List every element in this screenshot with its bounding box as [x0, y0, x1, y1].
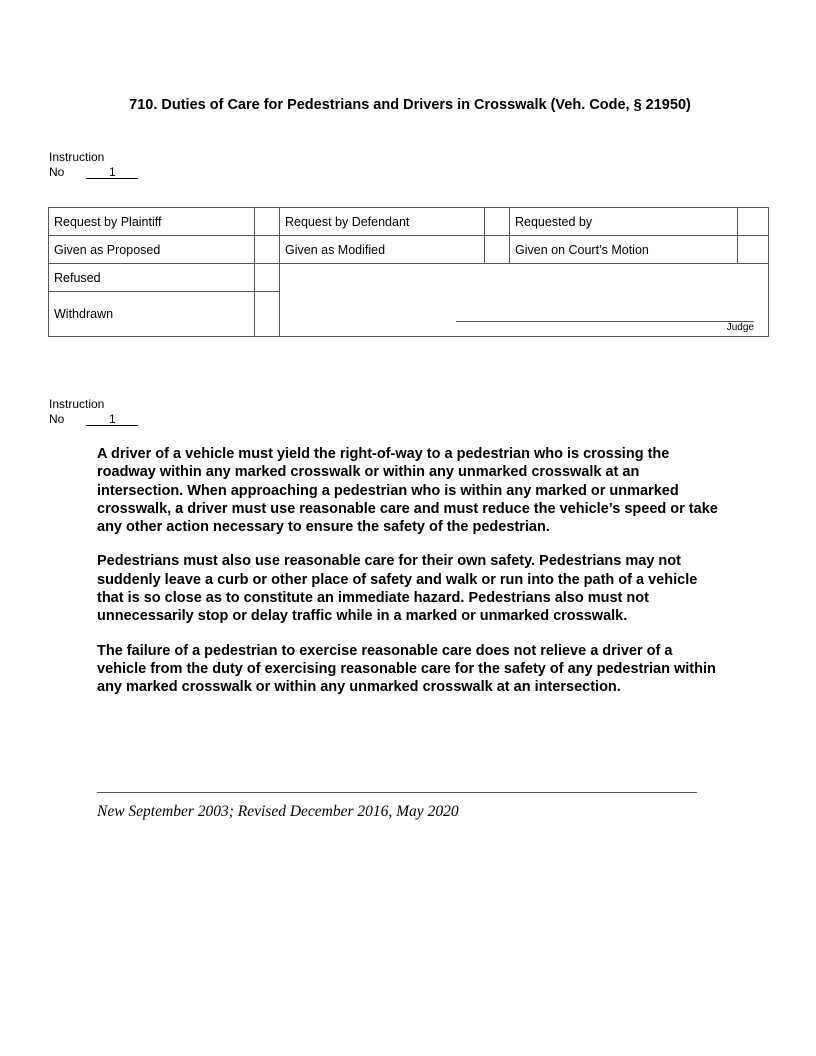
body-paragraph: The failure of a pedestrian to exercise reasonable care does not relieve a driver of a vehicle from the duty of exercising reasonable care for the safety of any pedestrian within any marked crosswalk or within any unmarked crosswalk at an intersection. [97, 642, 716, 696]
given-as-modified-label: Given as Modified [280, 236, 485, 264]
judge-signature-line[interactable] [456, 321, 754, 322]
instruction-number-block-top [49, 150, 138, 179]
withdrawn-checkbox[interactable] [255, 292, 280, 337]
requested-by-checkbox[interactable] [738, 208, 769, 236]
given-on-courts-motion-label: Given on Court’s Motion [510, 236, 738, 264]
given-as-modified-checkbox[interactable] [485, 236, 510, 264]
judge-label: Judge [726, 322, 754, 333]
refused-checkbox[interactable] [255, 264, 280, 292]
withdrawn-label: Withdrawn [49, 292, 255, 337]
request-by-defendant-label: Request by Defendant [280, 208, 485, 236]
instruction-number: 1 [86, 166, 138, 179]
instruction-label: Instruction [49, 397, 105, 411]
instruction-number: 1 [86, 413, 138, 426]
no-label: No [49, 411, 65, 426]
requested-by-label: Requested by [510, 208, 738, 236]
instruction-label: Instruction [49, 150, 105, 164]
body-paragraph: A driver of a vehicle must yield the right-of-way to a pedestrian who is crossing the roadway within any marked crosswalk or within any unmarked crosswalk at an intersection. When approaching a pedestrian who is within any marked or unmarked crosswalk, a driver must use reasonable care and must reduce the vehicle’s speed or take any other action necessary to ensure the safety of the pedestrian. [97, 446, 718, 536]
divider [97, 792, 697, 793]
no-label: No [49, 164, 65, 179]
judge-signature-area [280, 264, 769, 337]
request-by-plaintiff-checkbox[interactable] [255, 208, 280, 236]
given-as-proposed-label: Given as Proposed [49, 236, 255, 264]
request-by-defendant-checkbox[interactable] [485, 208, 510, 236]
instruction-number-block-bottom [49, 397, 138, 426]
instruction-body [97, 445, 725, 713]
revision-history: New September 2003; Revised December 2016, May 2020 [97, 803, 459, 820]
body-paragraph: Pedestrians must also use reasonable care for their own safety. Pedestrians may not suddenly leave a curb or other place of safety and walk or run into the path of a vehicle that is so close as to constitute an immediate hazard. Pedestrians also must not unnecessarily stop or delay traffic while in a marked or unmarked crosswalk. [97, 553, 698, 625]
given-on-courts-motion-checkbox[interactable] [738, 236, 769, 264]
request-status-table [48, 207, 769, 337]
given-as-proposed-checkbox[interactable] [255, 236, 280, 264]
page-title: 710. Duties of Care for Pedestrians and Drivers in Crosswalk (Veh. Code, § 21950) [129, 97, 691, 113]
request-by-plaintiff-label: Request by Plaintiff [49, 208, 255, 236]
refused-label: Refused [49, 264, 255, 292]
